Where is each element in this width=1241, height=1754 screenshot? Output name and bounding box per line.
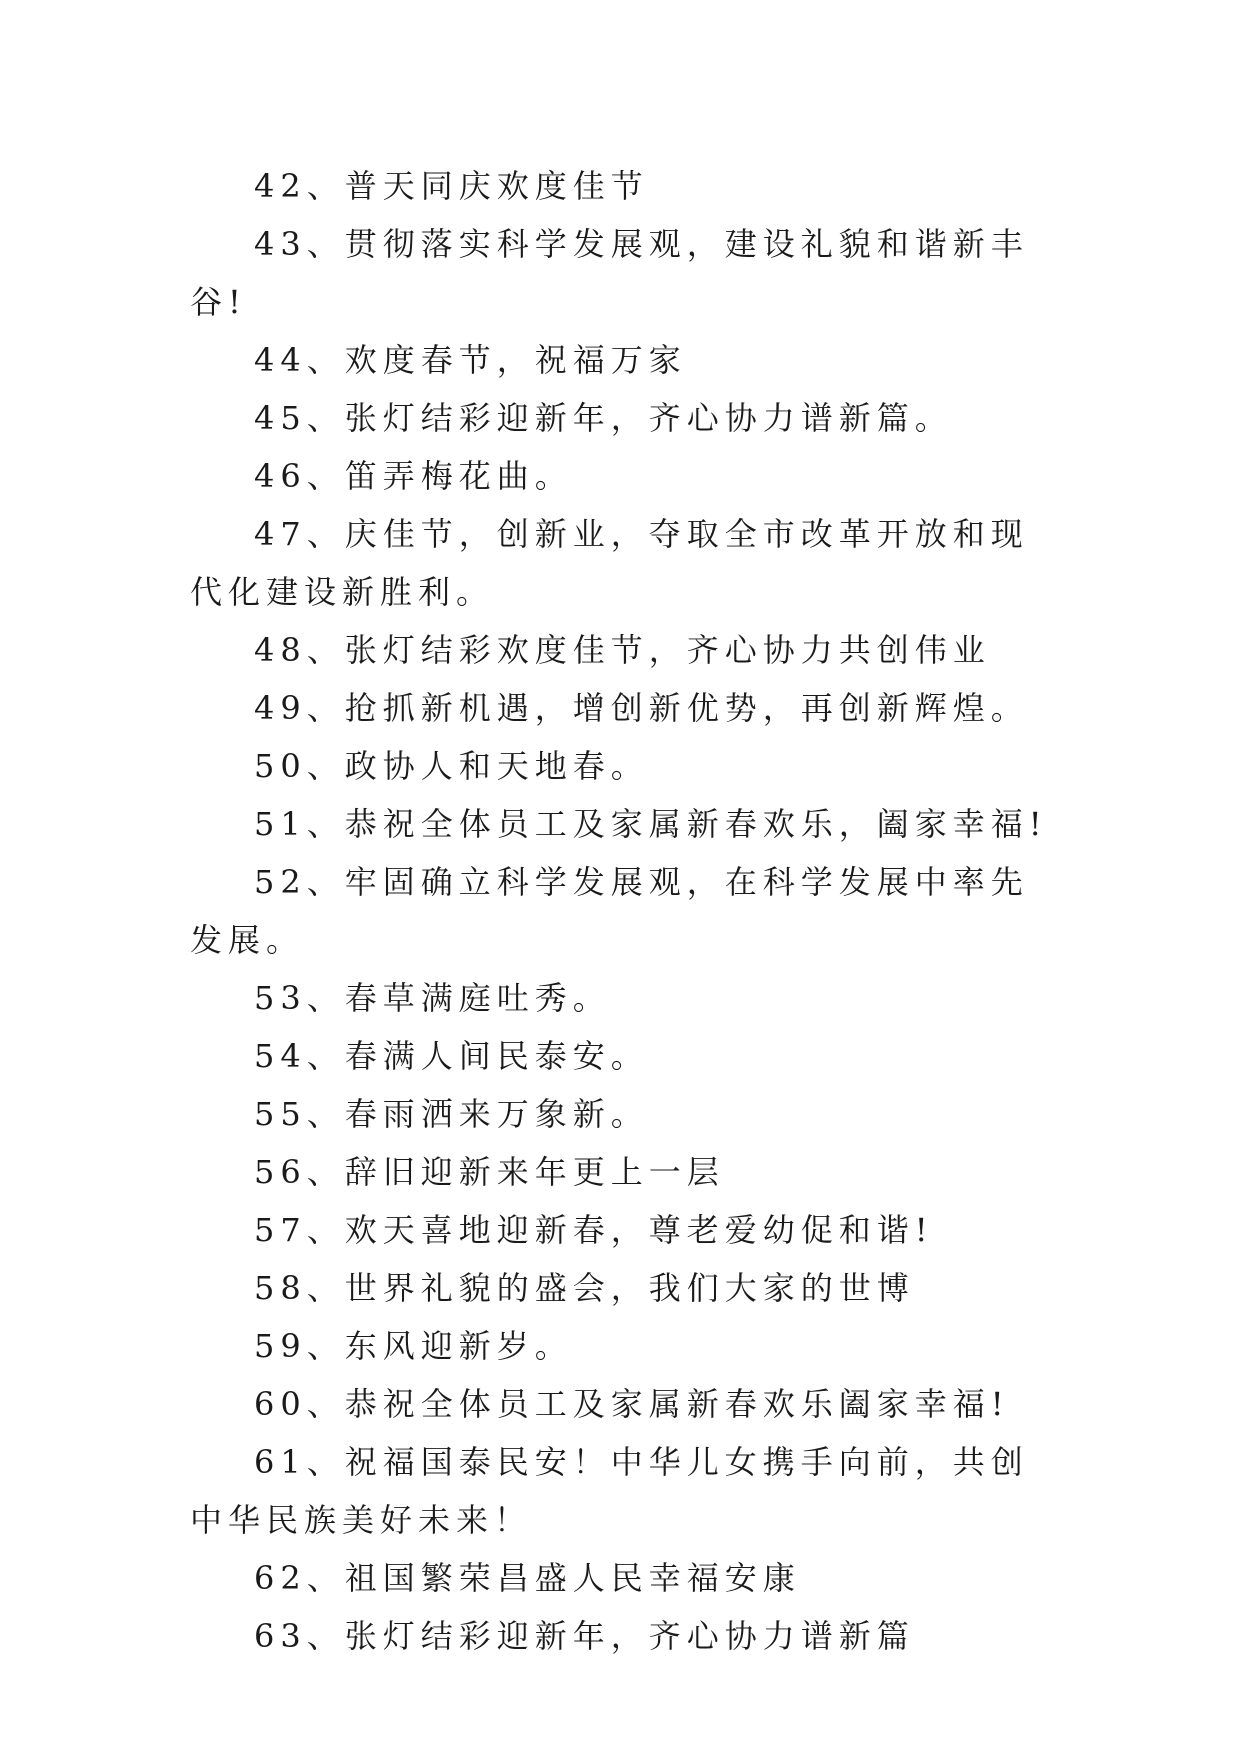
slogan-list (190, 157, 1060, 1665)
slogan-item-44: 44、欢度春节，祝福万家 (254, 341, 687, 379)
slogan-item-58: 58、世界礼貌的盛会，我们大家的世博 (254, 1269, 915, 1307)
slogan-item-49: 49、抢抓新机遇，增创新优势，再创新辉煌。 (254, 689, 1029, 727)
slogan-item-54: 54、春满人间民泰安。 (254, 1037, 649, 1075)
slogan-item-51: 51、恭祝全体员工及家属新春欢乐，阖家幸福! (254, 805, 1048, 843)
slogan-item-53: 53、春草满庭吐秀。 (254, 979, 611, 1017)
slogan-item-46: 46、笛弄梅花曲。 (254, 457, 573, 495)
slogan-item-47: 47、庆佳节，创新业，夺取全市改革开放和现代化建设新胜利。 (190, 515, 1029, 611)
slogan-item-43: 43、贯彻落实科学发展观，建设礼貌和谐新丰谷! (190, 225, 1029, 321)
slogan-item-62: 62、祖国繁荣昌盛人民幸福安康 (254, 1559, 801, 1597)
slogan-item-57: 57、欢天喜地迎新春，尊老爱幼促和谐! (254, 1211, 934, 1249)
slogan-item-61: 61、祝福国泰民安！中华儿女携手向前，共创中华民族美好未来！ (190, 1443, 1029, 1539)
slogan-item-42: 42、普天同庆欢度佳节 (254, 167, 649, 205)
slogan-item-52: 52、牢固确立科学发展观，在科学发展中率先发展。 (190, 863, 1029, 959)
slogan-item-63: 63、张灯结彩迎新年，齐心协力谱新篇 (254, 1617, 915, 1655)
slogan-item-50: 50、政协人和天地春。 (254, 747, 649, 785)
slogan-item-60: 60、恭祝全体员工及家属新春欢乐阖家幸福! (254, 1385, 1010, 1423)
slogan-item-48: 48、张灯结彩欢度佳节，齐心协力共创伟业 (254, 631, 991, 669)
slogan-item-56: 56、辞旧迎新来年更上一层 (254, 1153, 725, 1191)
slogan-item-59: 59、东风迎新岁。 (254, 1327, 573, 1365)
slogan-item-55: 55、春雨洒来万象新。 (254, 1095, 649, 1133)
slogan-item-45: 45、张灯结彩迎新年，齐心协力谱新篇。 (254, 399, 953, 437)
